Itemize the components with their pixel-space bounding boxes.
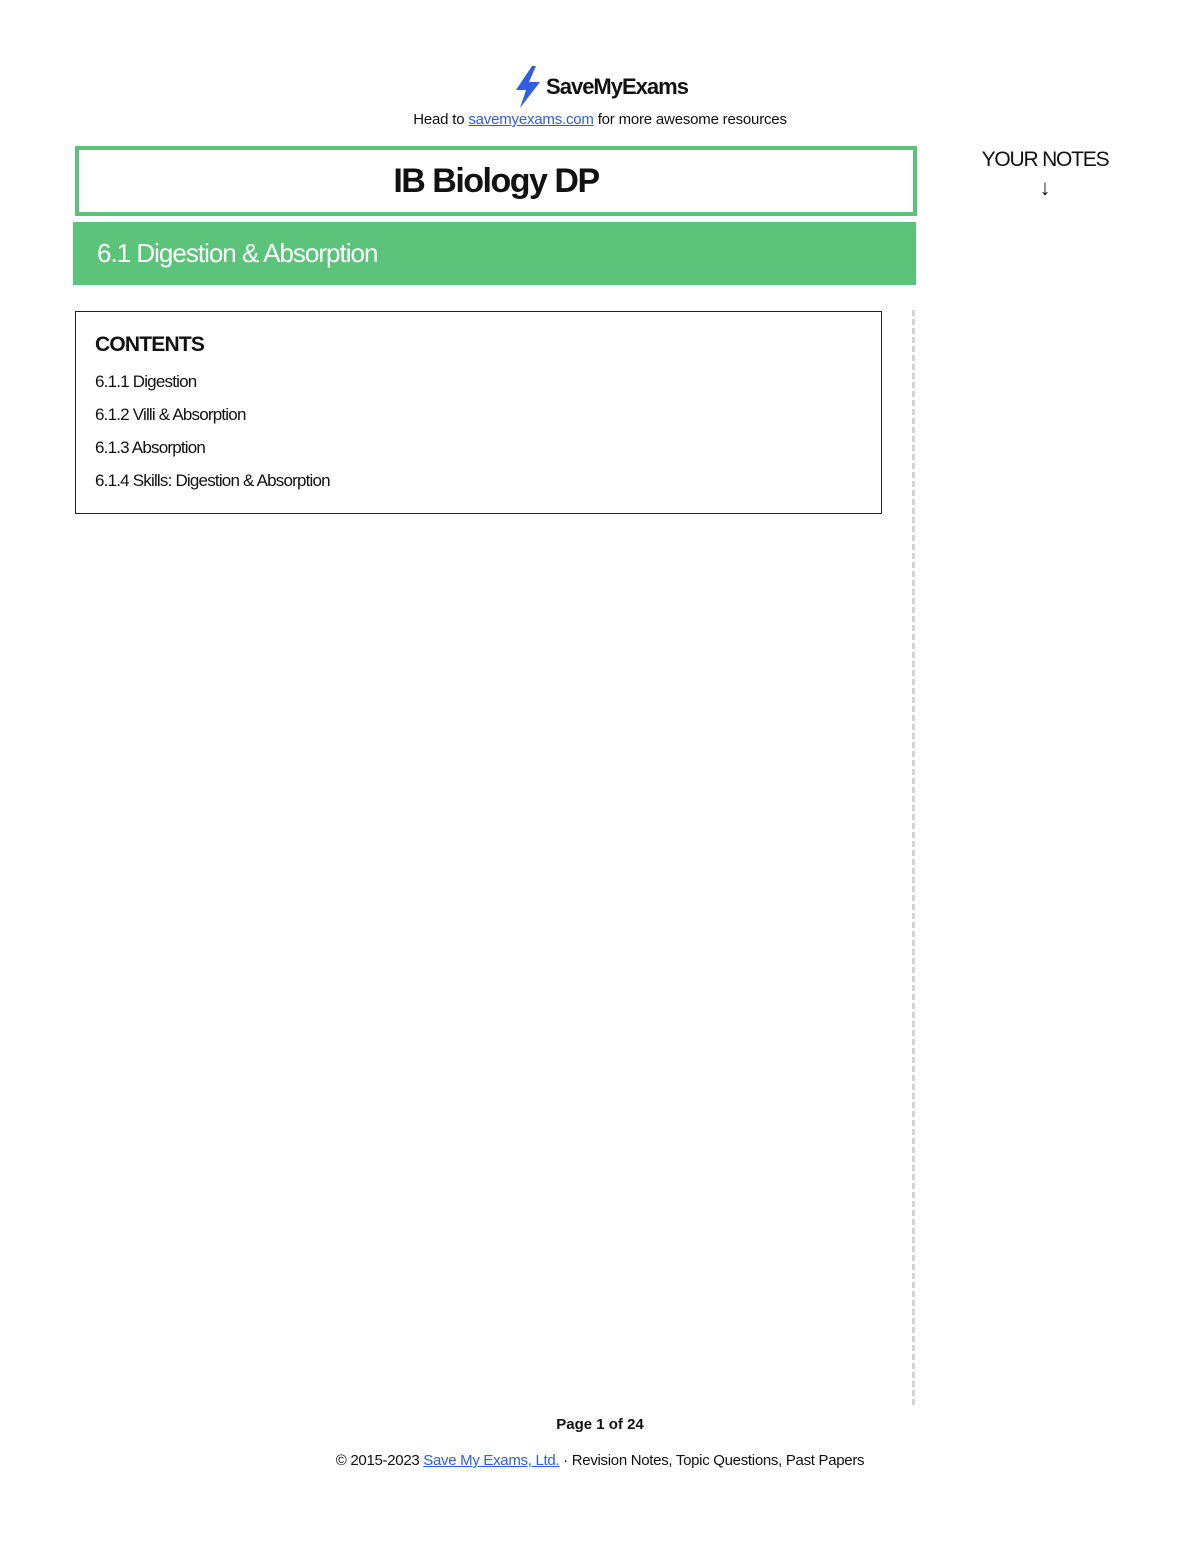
title-box bbox=[75, 146, 917, 216]
company-link[interactable]: Save My Exams, Ltd. bbox=[423, 1452, 560, 1469]
copyright: © 2015-2023 bbox=[335, 1452, 424, 1469]
contents-item-villi-absorption[interactable]: 6.1.2 Villi & Absorption bbox=[95, 405, 246, 424]
your-notes-label: YOUR NOTES bbox=[981, 148, 1109, 171]
contents-item-digestion[interactable]: 6.1.1 Digestion bbox=[95, 372, 197, 391]
logo-text: SaveMyExams bbox=[546, 74, 688, 99]
footer-tagline: · Revision Notes, Topic Questions, Past Papers bbox=[559, 1452, 865, 1469]
tagline-prefix: Head to bbox=[413, 111, 469, 128]
arrow-down-icon: ↓ bbox=[1039, 175, 1051, 200]
contents-item-skills[interactable]: 6.1.4 Skills: Digestion & Absorption bbox=[95, 471, 330, 490]
contents-list bbox=[95, 370, 330, 502]
page-number: Page 1 of 24 bbox=[556, 1416, 644, 1433]
section-banner bbox=[73, 222, 916, 285]
notes-divider bbox=[912, 310, 915, 1405]
footer bbox=[0, 1452, 1200, 1469]
your-notes bbox=[960, 148, 1130, 200]
tagline bbox=[0, 111, 1200, 128]
tagline-suffix: for more awesome resources bbox=[593, 111, 787, 128]
contents-box bbox=[75, 311, 882, 514]
contents-item-absorption[interactable]: 6.1.3 Absorption bbox=[95, 438, 206, 457]
section-title: 6.1 Digestion & Absorption bbox=[97, 238, 378, 268]
contents-heading: CONTENTS bbox=[95, 333, 205, 356]
logo[interactable] bbox=[0, 66, 1200, 108]
lightning-bolt-icon bbox=[512, 66, 544, 108]
page-title: IB Biology DP bbox=[393, 161, 599, 200]
savemyexams-link[interactable]: savemyexams.com bbox=[468, 111, 594, 128]
